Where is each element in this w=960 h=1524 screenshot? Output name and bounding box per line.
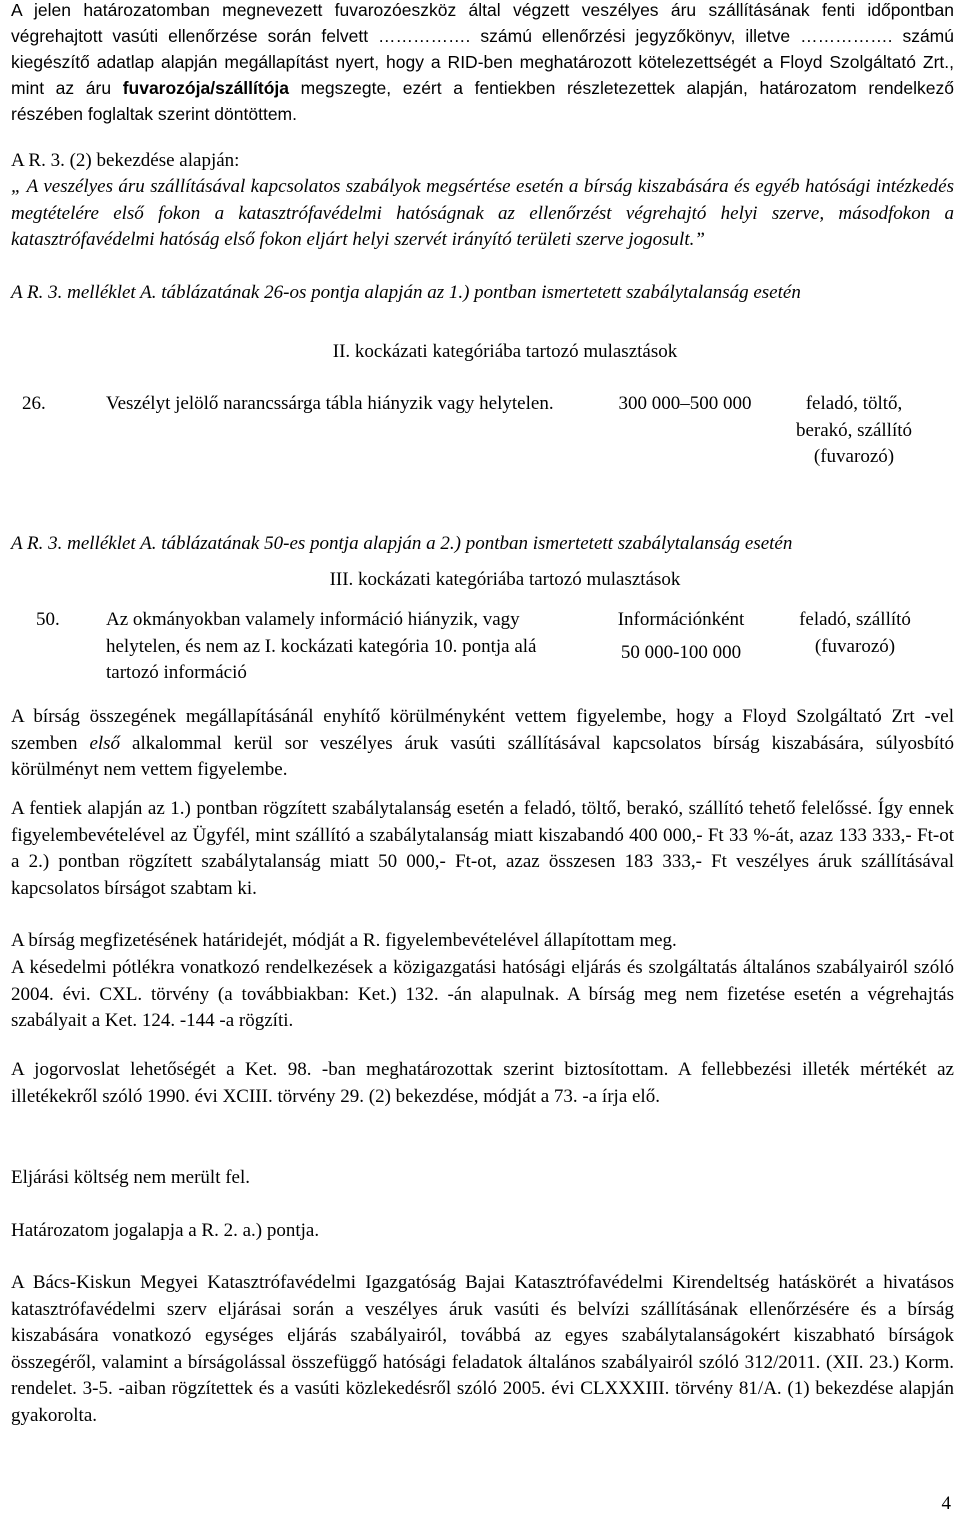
mitigating-text-2: alkalommal kerül sor veszélyes áruk vasúti szállításával kapcsolatos bírság kiszabására, súlyosbító körülményt nem vettem figyelembe. <box>11 732 954 780</box>
annex-reference-1: A R. 3. melléklet A. táblázatának 26-os pontja alapján az 1.) pontban ismertetett szabálytalanság esetén <box>11 282 801 303</box>
table1-liable-parties: feladó, töltő, berakó, szállító (fuvarozó) <box>795 393 913 467</box>
deadline-paragraph: A bírság megfizetésének határidejét, módját a R. figyelembevételével állapítottam meg. <box>11 930 677 951</box>
legal-reference: A R. 3. (2) bekezdése alapján: <box>11 150 240 171</box>
table1-amount: 300 000–500 000 <box>618 393 752 414</box>
intro-bold-text: fuvarozója/szállítója <box>122 78 289 98</box>
page-number: 4 <box>941 1493 951 1514</box>
table1-row-number: 26. <box>22 393 46 414</box>
table2-amount-label: Információnként <box>617 609 745 630</box>
late-fee-paragraph: A késedelmi pótlékra vonatkozó rendelkezések a közigazgatási hatósági eljárás és szolgáltatás általános szabályairól szóló 2004. évi. CXL. törvény (a továbbiakban: Ket.) 132. -án alapulnak. A bírság meg nem fizetése esetén a végrehajtás szabályait a Ket. 124. -144 -a rögzíti. <box>11 957 954 1031</box>
annex-reference-2: A R. 3. melléklet A. táblázatának 50-es pontja alapján a 2.) pontban ismertetett szabálytalanság esetén <box>11 533 793 554</box>
table2-description: Az okmányokban valamely információ hiányzik, vagy helytelen, és nem az I. kockázati kategória 10. pontja alá tartozó információ <box>106 609 537 683</box>
intro-text-1: A jelen határozatomban megnevezett fuvarozóeszköz által végzett veszélyes áru szállításának fenti időpontban végrehajtott vasúti ellenőrzése során felvett ……………. számú ellenőrzési jegyzőkönyv, illetve ……………. számú kiegészítő adatlap alapján megállapítást nyert, hogy a RID-ben meghatározott kötelezettségét a Floyd Szolgáltató Zrt., mint az áru <box>11 0 954 98</box>
intro-text-2: megszegte, ezért a fentiekben részletezettek alapján, határozatom rendelkező részében foglaltak szerint döntöttem. <box>11 78 954 124</box>
table2-row-number: 50. <box>36 609 60 630</box>
authority-paragraph: A Bács-Kiskun Megyei Katasztrófavédelmi Igazgatóság Bajai Katasztrófavédelmi Kirendeltség hatáskörét a hivatásos katasztrófavédelmi szerv eljárásai során a veszélyes áruk vasúti és belvízi szállításának ellenőrzésére és a bírság kiszabására vonatkozó egységes eljárás szabályairól, továbbá az egyes szabálytalanságokért kiszabható bírságok összegéről, valamint a bírságolással összefüggő hatósági feladatok általános szabályairól szóló 312/2011. (XII. 23.) Korm. rendelet. 3-5. -aiban rögzítettek és a vasúti közlekedésről szóló 2005. évi CLXXXIII. törvény 81/A. (1) bekezdése alapján gyakorolta. <box>11 1272 954 1426</box>
calculation-paragraph: A fentiek alapján az 1.) pontban rögzített szabálytalanság esetén a feladó, töltő, berakó, szállító tehető felelőssé. Így ennek figyelembevételével az Ügyfél, mint szállító a szabálytalanság miatt kiszabandó 400 000,- Ft 33 %-át, azaz 133 333,- Ft-ot a 2.) pontban rögzített szabálytalanság miatt 50 000,- Ft-ot, azaz összesen 183 333,- Ft veszélyes áruk szállításával kapcsolatos bírságot szabtam ki. <box>11 798 954 899</box>
legal-basis-paragraph: Határozatom jogalapja a R. 2. a.) pontja. <box>11 1220 320 1241</box>
table1-description: Veszélyt jelölő narancssárga tábla hiányzik vagy helytelen. <box>106 393 554 414</box>
mitigating-italic-text: első <box>89 732 121 754</box>
table2-liable-parties: feladó, szállító (fuvarozó) <box>799 609 911 657</box>
intro-paragraph <box>11 0 954 127</box>
mitigating-text-1: A bírság összegének megállapításánál enyhítő körülményként vettem figyelembe, hogy a Floyd Szolgáltató Zrt -vel szemben <box>11 706 954 754</box>
legal-quote: „ A veszélyes áru szállításával kapcsolatos szabályok megsértése esetén a bírság kiszabására és egyéb hatósági intézkedés megtételére első fokon a katasztrófavédelmi hatóságnak az ellenőrzést végrehajtó helyi szerve, másodfokon a katasztrófavédelmi hatóság első fokon eljárt helyi szervét irányító területi szerve jogosult.” <box>11 176 954 250</box>
table2-heading: III. kockázati kategóriába tartozó mulasztások <box>329 569 681 590</box>
appeal-paragraph: A jogorvoslat lehetőségét a Ket. 98. -ban meghatározottak szerint biztosítottam. A fellebbezési illeték mértékét az illetékekről szóló 1990. évi XCIII. törvény 29. (2) bekezdése, módját a 73. -a írja elő. <box>11 1059 954 1107</box>
mitigating-paragraph <box>11 704 954 784</box>
cost-paragraph: Eljárási költség nem merült fel. <box>11 1167 251 1188</box>
table2-amount: 50 000-100 000 <box>620 642 742 663</box>
table1-heading: II. kockázati kategóriába tartozó mulasztások <box>332 341 678 362</box>
